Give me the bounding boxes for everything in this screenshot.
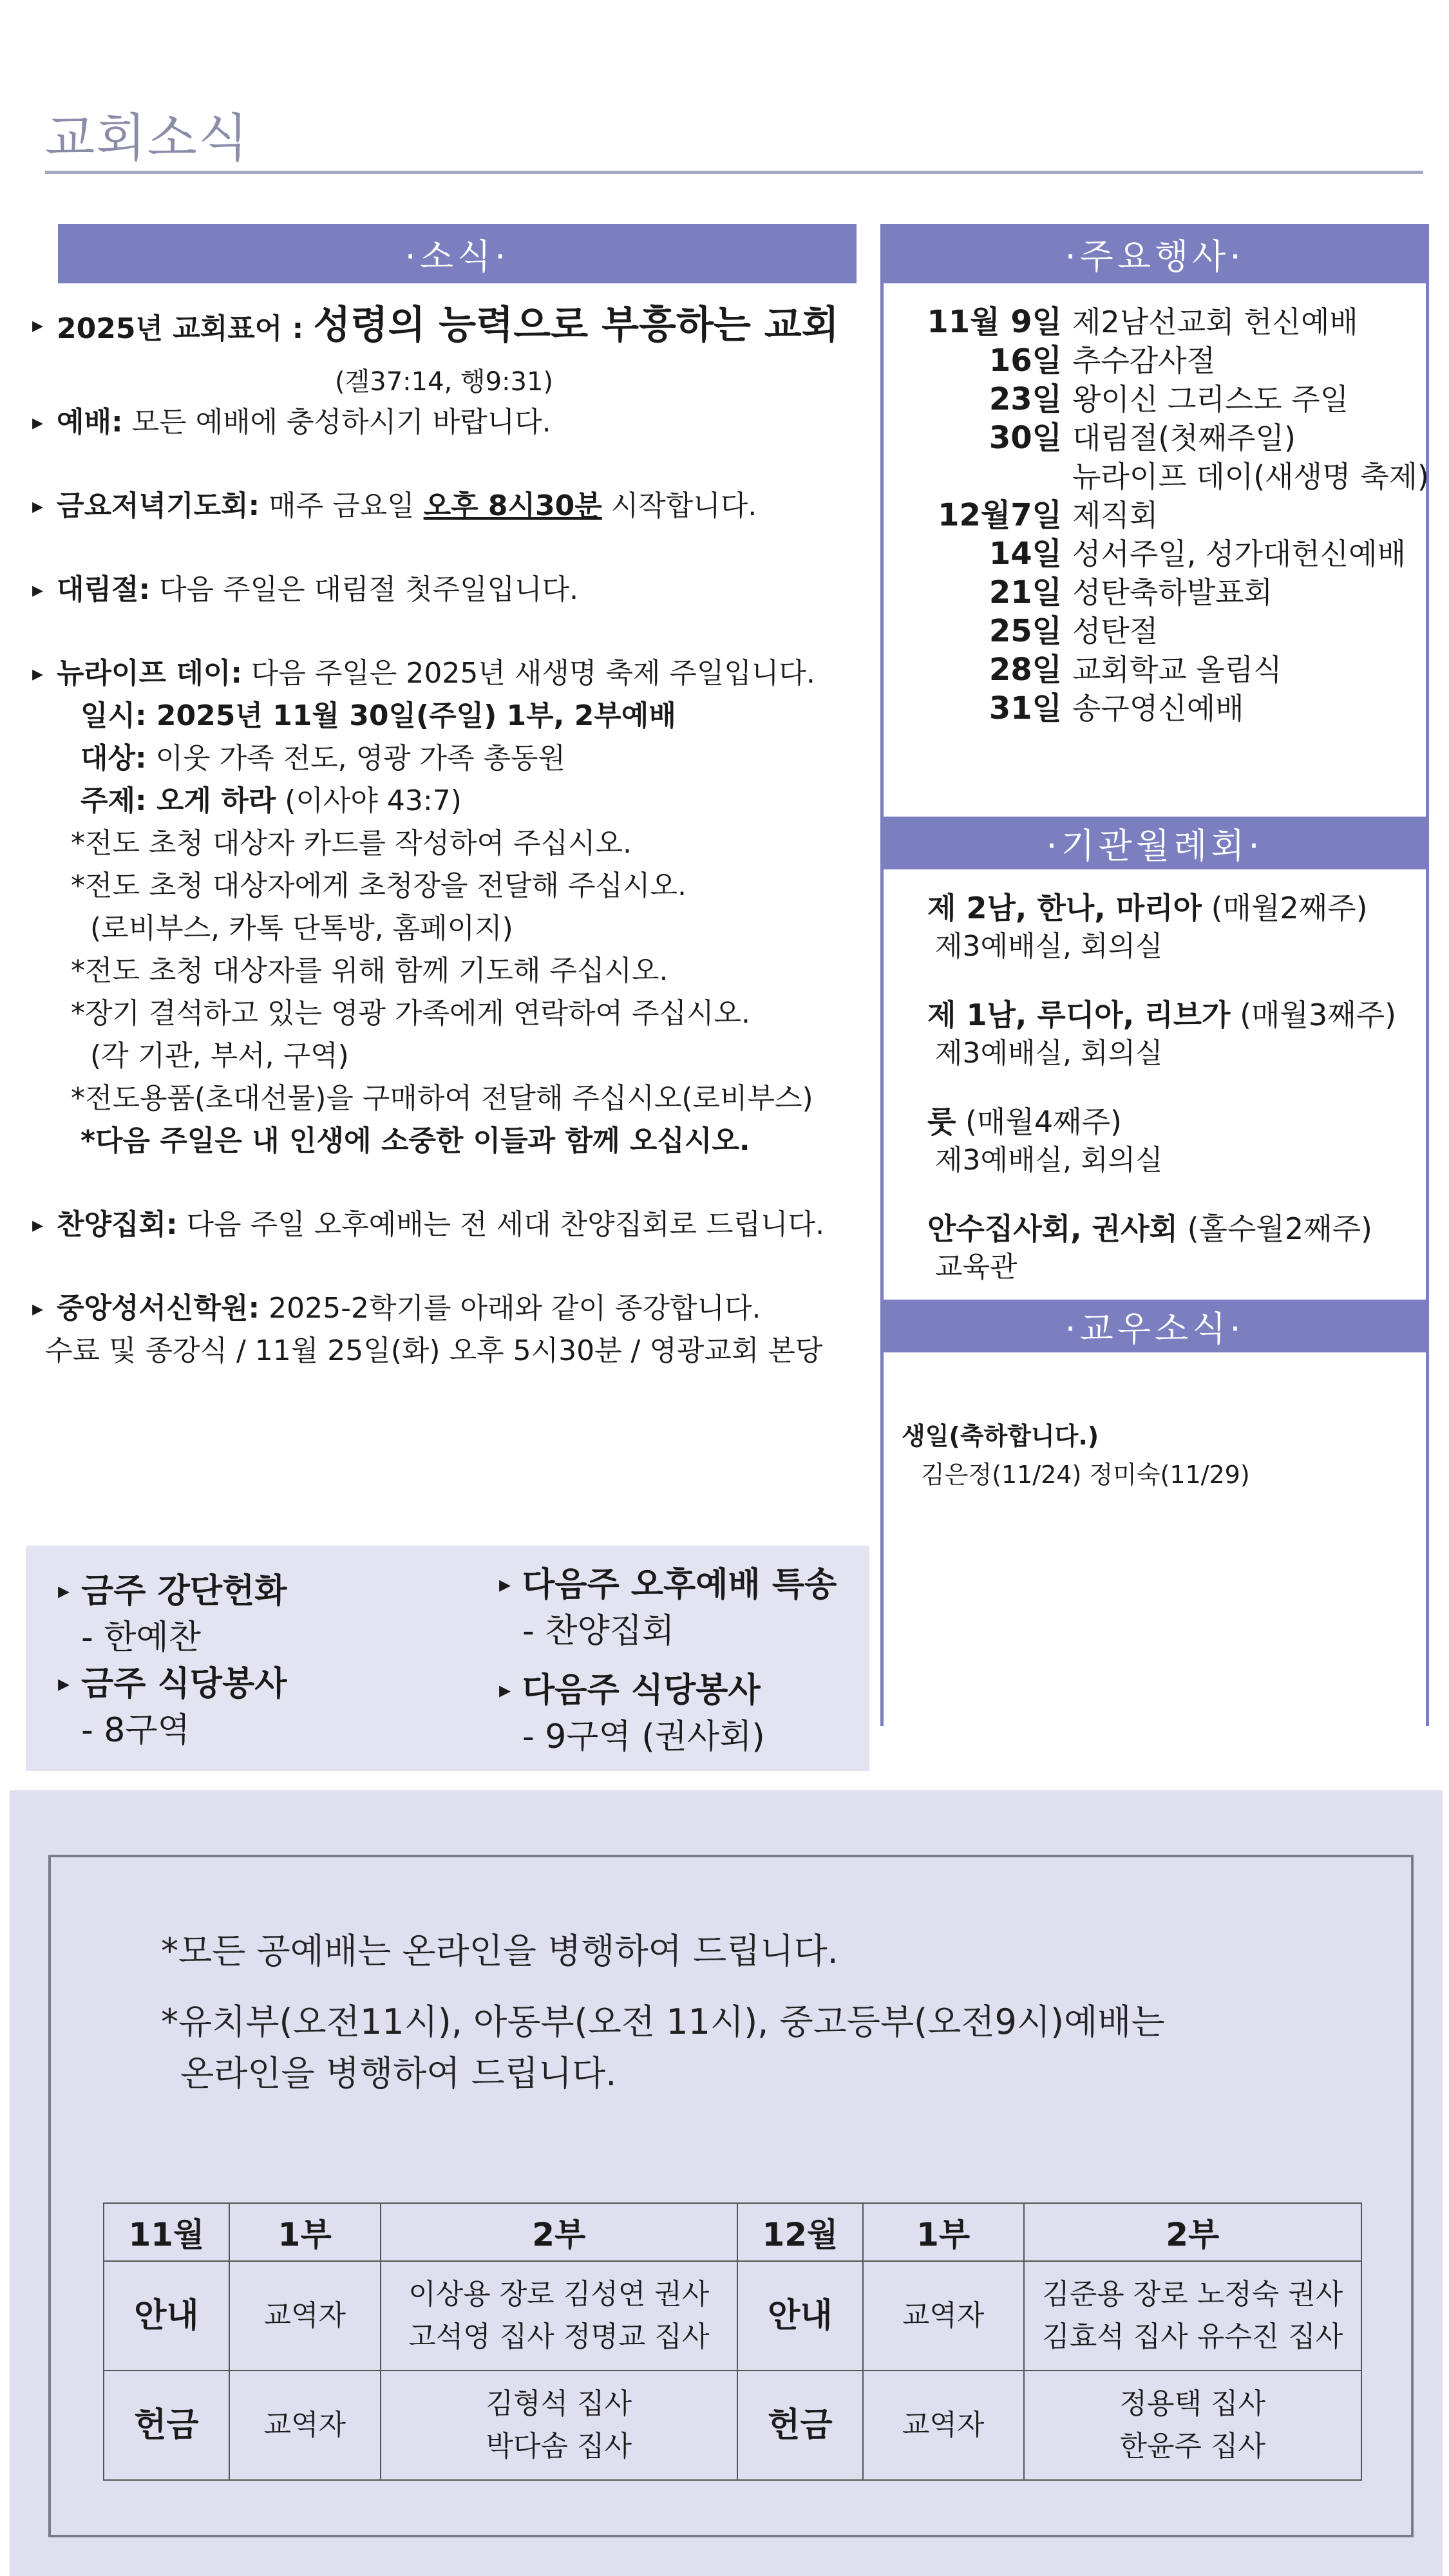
table-cell: 김준용 장로 노정숙 권사 김효석 집사 유수진 집사 [1024, 2261, 1361, 2371]
friday-label: 금요저녁기도회: [57, 489, 260, 522]
advent-item [32, 569, 869, 611]
title-divider [45, 171, 1423, 174]
service-left-column [58, 1568, 287, 1754]
group-title [927, 996, 1417, 1034]
special-heading: ▸ 다음주 오후예배 특송 [499, 1562, 837, 1608]
event-row [889, 457, 1430, 496]
event-date [889, 457, 1072, 496]
worship-item [32, 401, 869, 444]
group-entry [927, 1209, 1417, 1287]
table-header-row [104, 2203, 1361, 2261]
friday-time: 오후 8시30분 [423, 489, 602, 522]
birthday-heading: 생일(축하합니다.) [902, 1422, 1099, 1450]
flower-value: - 한예찬 [81, 1618, 201, 1657]
newlife-note: (각 기관, 부서, 구역) [90, 1039, 349, 1072]
service-right-column [499, 1562, 837, 1760]
advent-text: 다음 주일은 대림절 첫주일입니다. [150, 573, 579, 606]
newlife-item [32, 652, 869, 695]
group-title [927, 889, 1417, 927]
event-row [889, 612, 1430, 650]
table-cell: 교역자 [229, 2371, 381, 2480]
online-line: *모든 공예배는 온라인을 병행하여 드립니다. [161, 1931, 838, 1971]
table-cell: 정용택 집사 한윤주 집사 [1024, 2371, 1361, 2480]
kitchen-heading: ▸ 금주 식당봉사 [58, 1661, 287, 1707]
event-name: 뉴라이프 데이(새생명 축제) [1072, 459, 1429, 494]
event-name: 제2남선교회 헌신예배 [1072, 305, 1358, 339]
event-date: 14일 [989, 536, 1062, 572]
group-place: 제3예배실, 회의실 [935, 1037, 1163, 1070]
table-cell: 김형석 집사 박다솜 집사 [381, 2371, 737, 2480]
event-date: 28일 [989, 652, 1062, 688]
event-date: 31일 [989, 690, 1062, 726]
event-row [889, 380, 1430, 419]
advent-label: 대림절: [57, 573, 151, 606]
newlife-note: (로비부스, 카톡 단톡방, 홈페이지) [90, 912, 513, 945]
table-header: 11월 [104, 2203, 229, 2261]
event-name: 왕이신 그리스도 주일 [1072, 382, 1349, 417]
group-place: 제3예배실, 회의실 [935, 1144, 1163, 1177]
newlife-note: *전도 초청 대상자를 위해 함께 기도해 주십시오. [71, 954, 668, 987]
table-cell: 교역자 [863, 2371, 1024, 2480]
table-row [104, 2261, 1361, 2371]
group-place: 제3예배실, 회의실 [935, 930, 1163, 963]
newlife-note: *전도 초청 대상자에게 초청장을 전달해 주십시오. [71, 869, 687, 902]
friday-post: 시작합니다. [601, 489, 757, 522]
group-entry [927, 889, 1417, 966]
group-name: 안수집사회, 권사회 [927, 1211, 1178, 1246]
event-date: 25일 [989, 613, 1062, 649]
newlife-target-label: 대상: [80, 742, 147, 775]
friday-prayer-item [32, 485, 869, 527]
newlife-note: *다음 주일은 내 인생에 소중한 이들과 함께 오십시오. [80, 1124, 750, 1157]
event-date: 30일 [989, 420, 1062, 456]
choir-label: 찬양집회: [57, 1208, 178, 1241]
newlife-theme-label: 주제: 오게 하라 [80, 784, 276, 817]
event-name: 제직회 [1072, 498, 1159, 533]
event-name: 성서주일, 성가대헌신예배 [1072, 536, 1406, 571]
group-name: 룻 [927, 1104, 956, 1139]
table-cell: 교역자 [229, 2261, 381, 2371]
event-date: 11월 9일 [927, 304, 1062, 340]
choir-text: 다음 주일 오후예배는 전 세대 찬양집회로 드립니다. [177, 1208, 825, 1241]
next-kitchen-value: - 9구역 (권사회) [522, 1718, 765, 1756]
group-title [927, 1209, 1417, 1248]
newlife-target-text: 이웃 가족 전도, 영광 가족 총동원 [146, 742, 566, 775]
motto-text: 성령의 능력으로 부흥하는 교회 [313, 303, 839, 348]
newlife-note: *전도 초청 대상자 카드를 작성하여 주십시오. [71, 827, 632, 860]
seminary-label: 중앙성서신학원: [57, 1292, 260, 1325]
online-notice [161, 1926, 1165, 2099]
group-schedule: (매월3째주) [1230, 998, 1397, 1032]
motto-item [32, 299, 869, 355]
table-cell: 헌금 [737, 2371, 863, 2480]
groups-list [927, 889, 1417, 1316]
kitchen-value: - 8구역 [81, 1711, 190, 1750]
group-name: 제 2남, 한나, 마리아 [927, 891, 1202, 925]
next-kitchen-heading: ▸ 다음주 식당봉사 [499, 1667, 837, 1714]
table-header: 2부 [1024, 2203, 1361, 2261]
event-name: 교회학교 올림식 [1072, 652, 1282, 687]
newlife-note: *장기 결석하고 있는 영광 가족에게 연락하여 주십시오. [71, 997, 750, 1030]
table-cell: 안내 [104, 2261, 229, 2371]
table-cell: 헌금 [104, 2371, 229, 2480]
event-row [889, 419, 1430, 457]
choir-item [32, 1204, 869, 1246]
worship-text: 모든 예배에 충성하시기 바랍니다. [122, 406, 551, 439]
alumni-news [902, 1417, 1250, 1494]
event-date: 16일 [989, 343, 1062, 379]
events-list [889, 303, 1430, 728]
birthday-names: 김은정(11/24) 정미숙(11/29) [921, 1461, 1250, 1489]
table-cell: 교역자 [863, 2261, 1024, 2371]
online-line: 온라인을 병행하여 드립니다. [180, 2053, 617, 2094]
group-name: 제 1남, 루디아, 리브가 [927, 998, 1231, 1032]
event-date: 23일 [989, 381, 1062, 417]
newlife-theme-ref: (이사야 43:7) [276, 784, 462, 817]
page-title: 교회소식 [45, 108, 250, 168]
usher-schedule-table [103, 2202, 1362, 2481]
flower-heading: ▸ 금주 강단헌화 [58, 1568, 287, 1615]
service-duty-box [26, 1546, 869, 1771]
table-cell: 안내 [737, 2261, 863, 2371]
group-entry [927, 1103, 1417, 1180]
seminary-item [32, 1287, 869, 1330]
event-date: 21일 [989, 574, 1062, 611]
group-schedule: (매월4째주) [956, 1104, 1122, 1139]
event-name: 송구영신예배 [1072, 691, 1244, 726]
event-name: 성탄절 [1072, 614, 1159, 649]
newlife-note: *전도용품(초대선물)을 구매하여 전달해 주십시오(로비부스) [71, 1082, 813, 1115]
table-header: 12월 [737, 2203, 863, 2261]
newlife-text: 다음 주일은 2025년 새생명 축제 주일입니다. [242, 657, 815, 690]
event-row [889, 303, 1430, 341]
event-name: 성탄축하발표회 [1072, 575, 1273, 610]
event-date: 12월7일 [938, 497, 1062, 533]
table-row [104, 2371, 1361, 2480]
newlife-label: 뉴라이프 데이: [57, 657, 242, 690]
event-row [889, 535, 1430, 573]
event-row [889, 341, 1430, 380]
group-entry [927, 996, 1417, 1073]
newlife-date: 일시: 2025년 11월 30일(주일) 1부, 2부예배 [80, 699, 676, 732]
online-line: *유치부(오전11시), 아동부(오전 11시), 중고등부(오전9시)예배는 [161, 2002, 1165, 2042]
table-header: 2부 [381, 2203, 737, 2261]
motto-label: 2025년 교회표어 : [57, 312, 314, 345]
motto-reference: (겔37:14, 행9:31) [335, 367, 554, 397]
groups-section-header: ·기관월례회· [880, 817, 1429, 869]
table-header: 1부 [229, 2203, 381, 2261]
table-header: 1부 [863, 2203, 1024, 2261]
news-list [32, 299, 869, 1372]
alumni-section-header: ·교우소식· [880, 1300, 1429, 1352]
worship-label: 예배: [57, 406, 123, 439]
group-title [927, 1103, 1417, 1141]
newlife-target [32, 737, 869, 780]
news-section-header: ·소식· [58, 224, 857, 283]
event-name: 추수감사절 [1072, 343, 1216, 378]
event-row [889, 689, 1430, 728]
group-schedule: (홀수월2째주) [1177, 1211, 1372, 1246]
event-row [889, 496, 1430, 535]
event-name: 대림절(첫째주일) [1072, 421, 1296, 455]
group-schedule: (매월2째주) [1202, 891, 1368, 925]
events-section-header: ·주요행사· [880, 224, 1429, 283]
event-row [889, 650, 1430, 689]
event-row [889, 573, 1430, 612]
special-value: - 찬양집회 [522, 1612, 675, 1651]
seminary-detail: 수료 및 종강식 / 11월 25일(화) 오후 5시30분 / 영광교회 본당 [45, 1334, 823, 1367]
seminary-text: 2025-2학기를 아래와 같이 종강합니다. [260, 1292, 761, 1325]
table-cell: 이상용 장로 김성연 권사 고석영 집사 정명교 집사 [381, 2261, 737, 2371]
group-place: 교육관 [935, 1251, 1018, 1283]
newlife-theme [32, 780, 869, 822]
friday-pre: 매주 금요일 [260, 489, 424, 522]
